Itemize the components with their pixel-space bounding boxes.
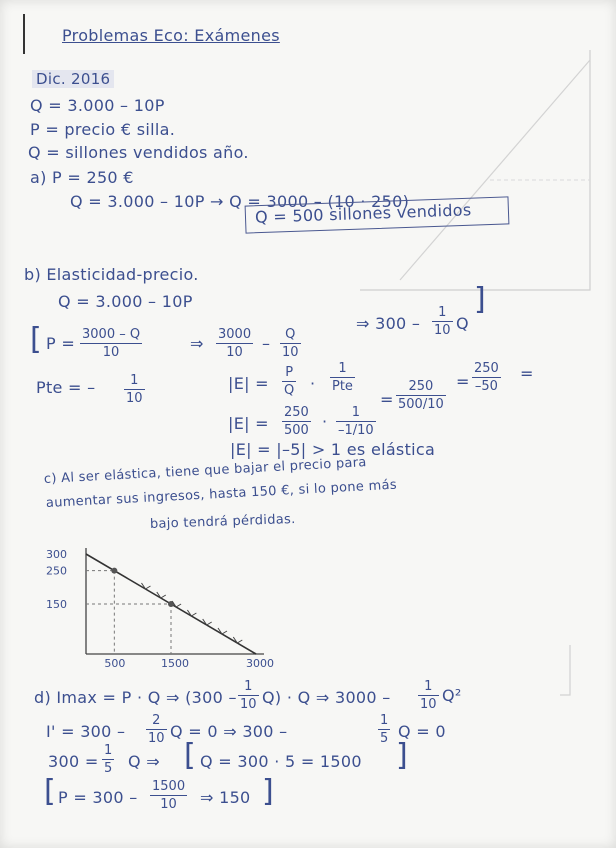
fraction-3000-over-10: $\frac{3000}{10}$	[218, 327, 252, 360]
fraction-250-over-500-10: $\frac{250}{500/10}$	[398, 379, 444, 412]
minus-sign: –	[262, 334, 271, 353]
y-tick-label: 250	[46, 564, 67, 578]
quantity-definition: Q = sillones vendidos año.	[28, 143, 249, 162]
p-lhs: P =	[46, 334, 76, 353]
equals-1: =	[380, 390, 394, 409]
arrow-2: ⇒ 300 –	[356, 314, 421, 333]
l4-close-bracket: ]	[262, 774, 274, 809]
fraction-p-over-q: $\frac{P}{Q}$	[284, 365, 295, 398]
part-c-line2: aumentar sus ingresos, hasta 150 €, si lo pone más	[45, 477, 398, 511]
fraction-250-over-neg50: $\frac{250}{-50}$	[474, 361, 499, 394]
page-title: Problemas Eco: Exámenes	[62, 26, 280, 45]
bleed-through-graph	[340, 30, 600, 310]
fraction-3000-q-over-10: $\frac{3000 - Q}{10}$	[82, 327, 141, 360]
part-d-l2-fraction-2-over-10: $\frac{2}{10}$	[148, 713, 165, 746]
part-c-line1: c) Al ser elástica, tiene que bajar el precio para	[43, 455, 368, 487]
elasticity-2-lhs: |E| =	[228, 414, 269, 433]
part-d-line4-a: P = 300 –	[58, 788, 138, 807]
fraction-q-over-10: $\frac{Q}{10}$	[282, 327, 299, 360]
elasticity-lhs: |E| =	[228, 374, 269, 393]
part-d-line1-a: d) Imax = P · Q ⇒ (300 –	[34, 688, 237, 707]
elasticity-conclusion: |E| = |–5| > 1 es elástica	[230, 440, 436, 459]
part-d-l4-fraction-1500-over-10: $\frac{1500}{10}$	[152, 779, 186, 812]
date-label: Dic. 2016	[32, 70, 114, 88]
arrow-1: ⇒	[190, 334, 204, 353]
fraction-1-over-10: $\frac{1}{10}$	[434, 305, 451, 338]
y-tick-label: 150	[46, 598, 67, 611]
part-b-heading: b) Elasticidad-precio.	[24, 265, 199, 284]
part-a-line1: a) P = 250 €	[30, 168, 134, 187]
part-d-line3-a: 300 =	[48, 752, 99, 771]
x-tick-label: 1500	[161, 657, 189, 670]
part-d-line2-a: I' = 300 –	[46, 722, 126, 741]
part-d-line3-b: Q ⇒	[128, 752, 160, 771]
fraction-1-over-pte: 1 Pte	[332, 361, 353, 394]
part-b-line1: Q = 3.000 – 10P	[58, 292, 193, 311]
l3-open-bracket: [	[184, 738, 196, 773]
part-d-line1-b: Q) · Q ⇒ 3000 –	[262, 688, 391, 707]
part-d-l2-fraction-1-over-5: $\frac{1}{5}$	[380, 713, 389, 746]
part-a-line2: Q = 3.000 – 10P → Q = 3000 – (10 · 250)	[70, 192, 410, 211]
fraction-1-over-neg-tenth: $\frac{1}{-1/10}$	[338, 405, 374, 438]
demand-graph	[40, 536, 274, 670]
x-tick-label: 500	[104, 657, 126, 670]
pte-lhs: Pte = –	[36, 378, 96, 397]
y-tick-label: 300	[46, 548, 67, 561]
demand-equation: Q = 3.000 – 10P	[30, 96, 165, 115]
part-c-line3: bajo tendrá pérdidas.	[149, 511, 296, 532]
price-definition: P = precio € silla.	[30, 120, 176, 139]
l3-close-bracket: ]	[396, 738, 408, 773]
part-d-line2-b: Q = 0 ⇒ 300 –	[170, 722, 288, 741]
part-d-line1-c: Q²	[442, 686, 462, 705]
close-bracket: ]	[474, 282, 486, 317]
part-d-l3-fraction-1-over-5: $\frac{1}{5}$	[104, 743, 113, 776]
part-a-result: Q = 500 sillones vendidos	[254, 200, 472, 227]
part-d-line2-c: Q = 0	[398, 722, 446, 741]
part-d-l1-fraction-1-over-10-b: $\frac{1}{10}$	[420, 679, 437, 712]
part-d-l1-fraction-1-over-10: $\frac{1}{10}$	[240, 679, 257, 712]
dot-operator: ·	[310, 374, 316, 393]
part-d-line3-box: Q = 300 · 5 = 1500	[200, 752, 362, 771]
open-bracket: [	[30, 322, 42, 357]
bleed-through-bracket	[540, 640, 580, 700]
l4-open-bracket: [	[44, 774, 56, 809]
fraction-250-over-500: $\frac{250}{500}$	[284, 405, 309, 438]
marked-point-1	[111, 568, 117, 574]
x-tick-label: 3000	[246, 657, 274, 670]
dot-operator-2: ·	[322, 412, 328, 431]
margin-mark	[23, 14, 25, 54]
equals-3: =	[520, 364, 534, 383]
fraction-pte: $\frac{1}{10}$	[126, 373, 143, 406]
part-d-line4-b: ⇒ 150	[200, 788, 251, 807]
q-tail: Q	[456, 314, 469, 333]
equals-2: =	[456, 372, 470, 391]
